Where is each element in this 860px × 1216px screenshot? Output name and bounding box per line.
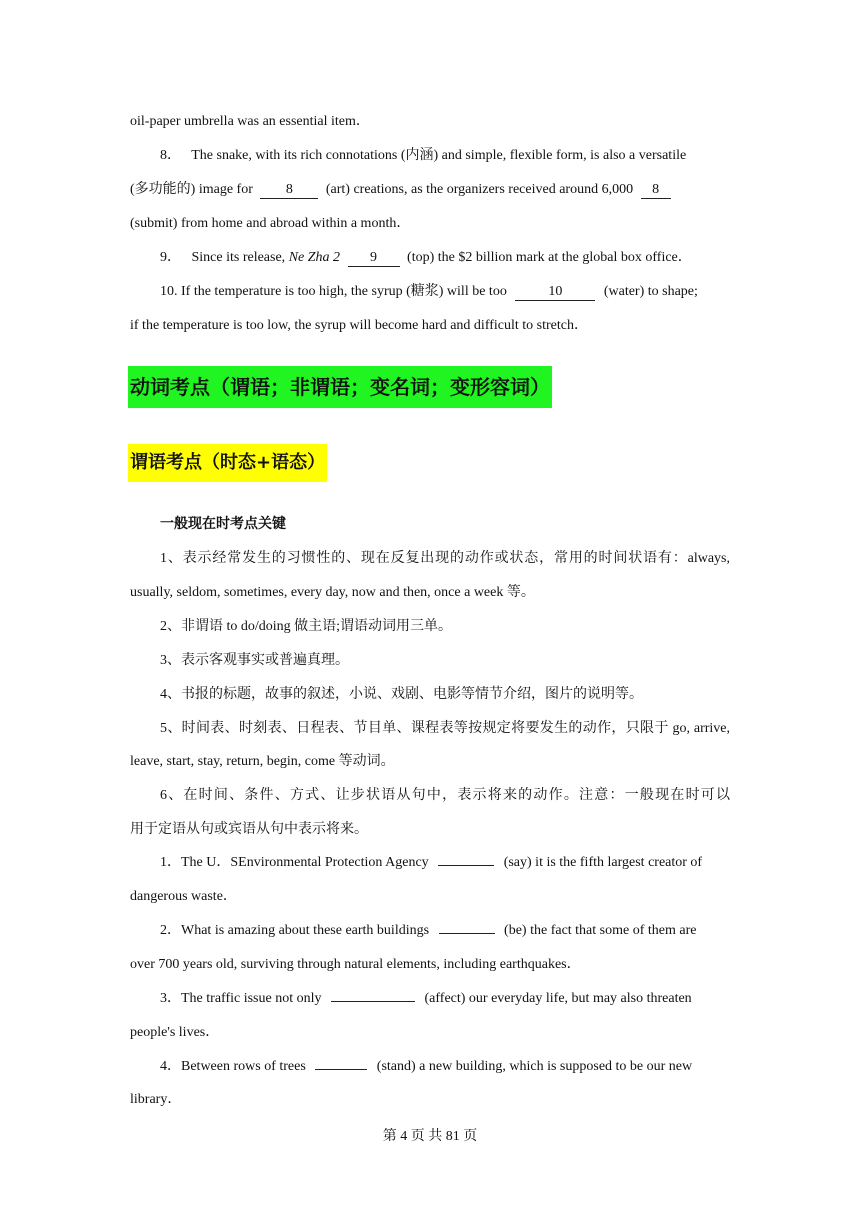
exercise-2-line-1 [160, 921, 732, 941]
exercise-3-text-after: (affect) our everyday life, but may also threaten [424, 991, 692, 1006]
exercise-4-line-1 [160, 1057, 732, 1077]
item-9-film-title: Ne Zha 2 [288, 250, 341, 265]
item-8-line-1 [160, 146, 732, 166]
exercise-2-text-before: 2．What is amazing about these earth buildings [160, 923, 430, 938]
exercise-2-blank[interactable] [439, 933, 495, 934]
item-8-blank-2[interactable]: 8 [641, 182, 671, 199]
exercise-3-line-2: people's lives． [130, 1025, 220, 1040]
section-heading-predicate: 谓语考点（时态+语态） [128, 444, 327, 482]
item-10-line-2: if the temperature is too low, the syrup will become hard and difficult to stretch． [130, 318, 588, 333]
exercise-3-blank[interactable] [331, 1001, 415, 1002]
exercise-2-text-after: (be) the fact that some of them are [504, 923, 697, 938]
item-8-line-2 [130, 180, 732, 200]
item-10-text-after: (water) to shape; [603, 284, 698, 299]
exercise-1-line-2: dangerous waste． [130, 889, 237, 904]
rule-6-line-2: 用于定语从句或宾语从句中表示将来。 [130, 822, 368, 837]
exercise-4-text-after: (stand) a new building, which is supposed to be our new [376, 1059, 693, 1074]
section-heading-verbs: 动词考点（谓语；非谓语；变名词；变形容词） [128, 366, 552, 408]
rule-5-line-1: 5、时间表、时刻表、日程表、节目单、课程表等按规定将要发生的动作，只限于 go, arrive, [160, 721, 730, 736]
item-8-number: 8． [160, 148, 181, 163]
item-10-line-1 [160, 282, 698, 302]
item-8-text-2b: (art) creations, as the organizers received around 6,000 [325, 182, 634, 197]
item-9-text-before: Since its release, [191, 250, 286, 265]
exercise-1-blank[interactable] [438, 865, 494, 866]
exercise-1-text-after: (say) it is the fifth largest creator of [503, 855, 703, 870]
exercise-1-line-1 [160, 853, 732, 873]
item-9-line [160, 248, 692, 268]
rule-2: 2、非谓语 to do/doing 做主语;谓语动词用三单。 [160, 619, 453, 634]
exercise-2-line-2: over 700 years old, surviving through natural elements, including earthquakes． [130, 957, 581, 972]
exercise-3-line-1 [160, 989, 732, 1009]
item-8-blank-1[interactable]: 8 [260, 182, 318, 199]
exercise-3-text-before: 3．The traffic issue not only [160, 991, 322, 1006]
item-8-text-1: The snake, with its rich connotations (内涵) and simple, flexible form, is also a versatile [191, 148, 687, 163]
item-7-continuation: oil-paper umbrella was an essential item． [130, 114, 370, 129]
rule-1-line-1: 1、表示经常发生的习惯性的、现在反复出现的动作或状态，常用的时间状语有：always, [160, 551, 730, 566]
rule-1-line-2: usually, seldom, sometimes, every day, now and then, once a week 等。 [130, 585, 535, 600]
item-9-number: 9． [160, 250, 181, 265]
item-8-line-3: (submit) from home and abroad within a month． [130, 216, 411, 231]
exercise-4-blank[interactable] [315, 1069, 367, 1070]
rule-3: 3、表示客观事实或普遍真理。 [160, 653, 349, 668]
item-9-blank[interactable]: 9 [348, 250, 400, 267]
exercise-1-text-before: 1．The U．SEnvironmental Protection Agency [160, 855, 429, 870]
rule-6-line-1: 6、在时间、条件、方式、让步状语从句中，表示将来的动作。注意：一般现在时可以 [160, 788, 730, 803]
item-10-blank[interactable]: 10 [515, 284, 595, 301]
page-footer: 第 4 页 共 81 页 [382, 1129, 478, 1144]
item-8-text-2a: (多功能的) image for [130, 182, 253, 197]
rule-4: 4、书报的标题，故事的叙述，小说、戏剧、电影等情节介绍，图片的说明等。 [160, 687, 643, 702]
exercise-4-text-before: 4．Between rows of trees [160, 1059, 306, 1074]
item-10-text-before: 10. If the temperature is too high, the syrup (糖浆) will be too [160, 284, 507, 299]
item-9-text-after: (top) the $2 billion mark at the global box office． [407, 250, 692, 265]
rule-5-line-2: leave, start, stay, return, begin, come 等动词。 [130, 754, 395, 769]
exercise-4-line-2: library． [130, 1092, 182, 1107]
subheading-simple-present: 一般现在时考点关键 [160, 516, 286, 532]
